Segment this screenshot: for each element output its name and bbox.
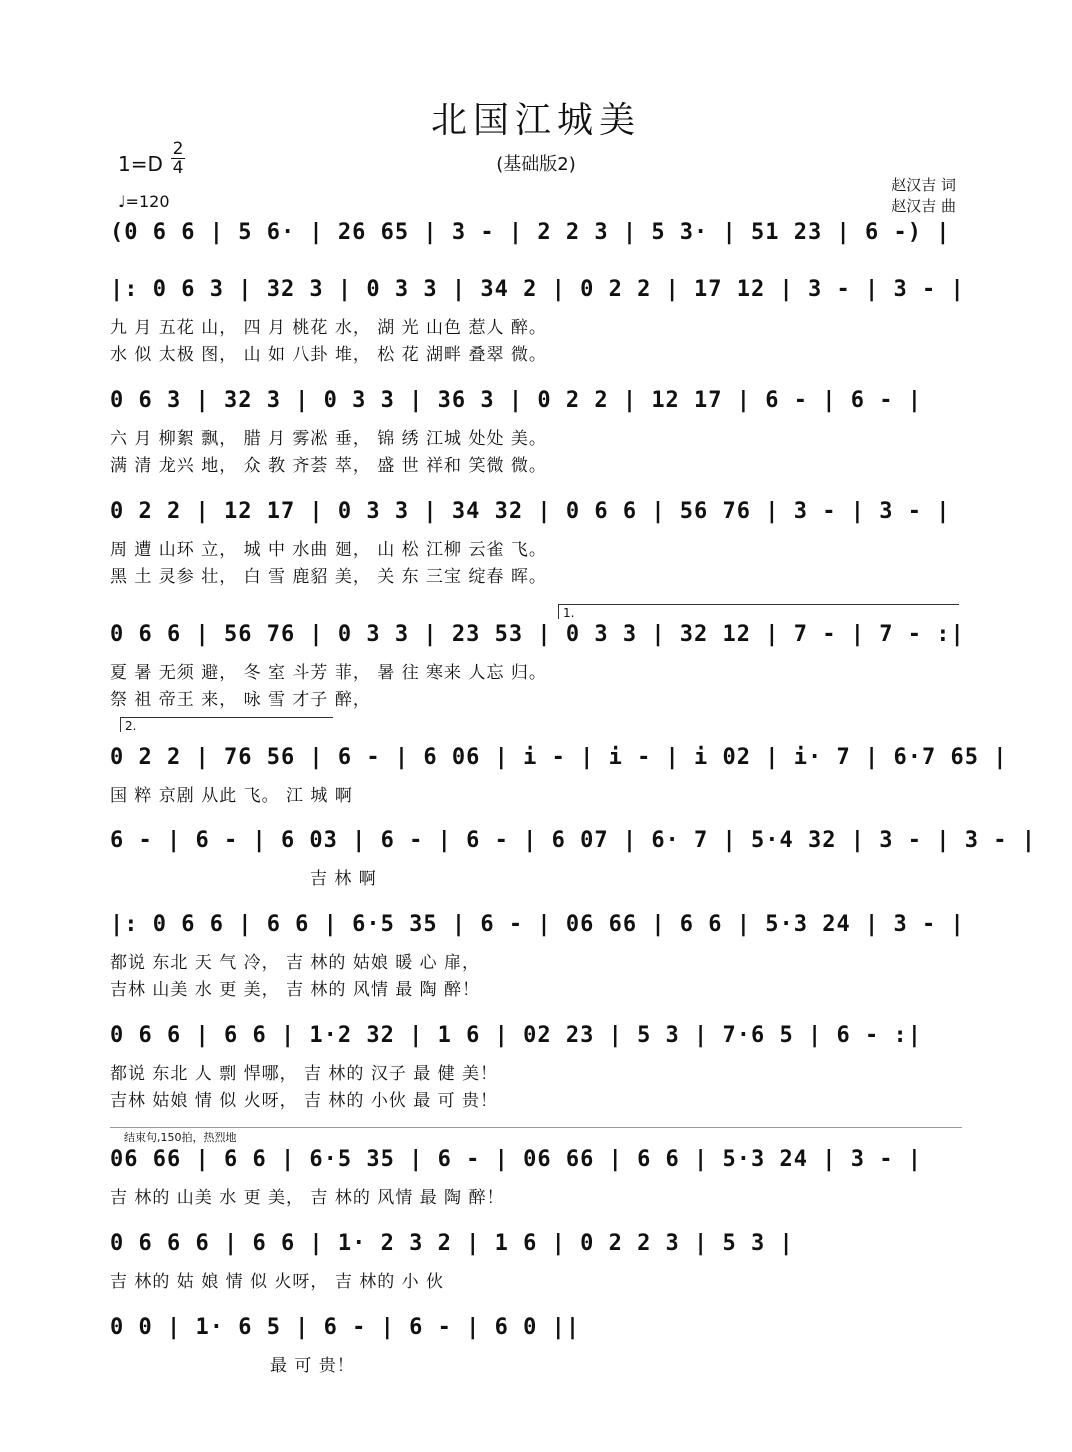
notation-line: |: 0 6 6 | 6 6 | 6·5 35 | 6 - | 06 66 | 6 6 | 5·3 24 | 3 - |	[110, 912, 965, 937]
time-signature-bottom: 4	[172, 158, 184, 178]
lyric-line-1: 最 可 贵！	[270, 1356, 355, 1376]
lyric-line-2: 水 似 太极 图， 山 如 八卦 堆， 松 花 湖畔 叠翠 微。	[110, 345, 547, 365]
notation-line: 0 6 6 | 56 76 | 0 3 3 | 23 53 | 0 3 3 | 32 12 | 7 - | 7 - :|	[110, 622, 965, 647]
first-ending-bracket	[558, 604, 959, 619]
lyric-line-2: 吉林 山美 水 更 美， 吉 林的 风情 最 陶 醉！	[110, 980, 481, 1000]
lyric-line-1: 都说 东北 天 气 冷， 吉 林的 姑娘 暖 心 扉，	[110, 953, 481, 973]
section-line	[110, 1127, 962, 1128]
composer-credit: 赵汉吉 曲	[891, 197, 956, 215]
lyric-line-1: 吉 林的 姑 娘 情 似 火呀， 吉 林的 小 伙	[110, 1272, 445, 1292]
lyric-line-1: 九 月 五花 山， 四 月 桃花 水， 湖 光 山色 惹人 醉。	[110, 318, 547, 338]
lyric-line-1: 国 粹 京剧 从此 飞。 江 城 啊	[110, 786, 353, 806]
notation-line: 0 2 2 | 12 17 | 0 3 3 | 34 32 | 0 6 6 | 56 76 | 3 - | 3 - |	[110, 499, 951, 524]
ending-remark: 结束句,150拍，热烈地	[124, 1131, 237, 1144]
lyric-line-1: 夏 暑 无须 避， 冬 室 斗芳 菲， 暑 往 寒来 人忘 归。	[110, 663, 547, 683]
first-ending-label: 1.	[563, 606, 575, 620]
lyric-line-1: 吉 林的 山美 水 更 美， 吉 林的 风情 最 陶 醉！	[110, 1188, 505, 1208]
lyric-line-2: 黑 土 灵参 壮， 白 雪 鹿貂 美， 关 东 三宝 绽春 晖。	[110, 567, 547, 587]
notation-line: 0 6 6 6 | 6 6 | 1· 2 3 2 | 1 6 | 0 2 2 3 | 5 3 |	[110, 1231, 794, 1256]
notation-line: 6 - | 6 - | 6 03 | 6 - | 6 - | 6 07 | 6· 7 | 5·4 32 | 3 - | 3 - |	[110, 828, 1036, 853]
time-signature	[170, 140, 186, 177]
notation-line: 0 2 2 | 76 56 | 6 - | 6 06 | i - | i - | i 02 | i· 7 | 6·7 65 |	[110, 745, 1008, 770]
notation-line: 0 6 3 | 32 3 | 0 3 3 | 36 3 | 0 2 2 | 12 17 | 6 - | 6 - |	[110, 388, 922, 413]
score-subtitle: (基础版2)	[496, 154, 576, 175]
lyric-line-1: 周 遭 山环 立， 城 中 水曲 廻， 山 松 江柳 云雀 飞。	[110, 540, 547, 560]
lyric-line-1: 六 月 柳絮 飘， 腊 月 雾凇 垂， 锦 绣 江城 处处 美。	[110, 429, 547, 449]
lyric-line-2: 吉林 姑娘 情 似 火呀， 吉 林的 小伙 最 可 贵！	[110, 1091, 499, 1111]
key-signature: 1=D	[118, 152, 163, 176]
lyric-line-2: 满 清 龙兴 地， 众 教 齐荟 萃， 盛 世 祥和 笑微 微。	[110, 456, 547, 476]
notation-line: 0 0 | 1· 6 5 | 6 - | 6 - | 6 0 ||	[110, 1315, 581, 1340]
notation-line: (0 6 6 | 5 6· | 26 65 | 3 - | 2 2 3 | 5 3· | 51 23 | 6 -) |	[110, 220, 951, 245]
notation-line: |: 0 6 3 | 32 3 | 0 3 3 | 34 2 | 0 2 2 | 17 12 | 3 - | 3 - |	[110, 277, 965, 302]
lyric-line-2: 祭 祖 帝王 来， 咏 雪 才子 醉，	[110, 690, 371, 710]
time-signature-top: 2	[172, 139, 184, 159]
lyric-line-1: 吉 林 啊	[310, 869, 377, 889]
notation-line: 0 6 6 | 6 6 | 1·2 32 | 1 6 | 02 23 | 5 3 | 7·6 5 | 6 - :|	[110, 1023, 922, 1048]
lyric-line-1: 都说 东北 人 剽 悍哪， 吉 林的 汉子 最 健 美！	[110, 1064, 499, 1084]
second-ending-label: 2.	[125, 719, 137, 733]
notation-line: 06 66 | 6 6 | 6·5 35 | 6 - | 06 66 | 6 6 | 5·3 24 | 3 - |	[110, 1147, 922, 1172]
lyricist-credit: 赵汉吉 词	[891, 176, 956, 194]
tempo-marking: ♩=120	[118, 192, 170, 211]
score-title: 北国江城美	[430, 100, 641, 141]
second-ending-bracket	[120, 717, 333, 732]
